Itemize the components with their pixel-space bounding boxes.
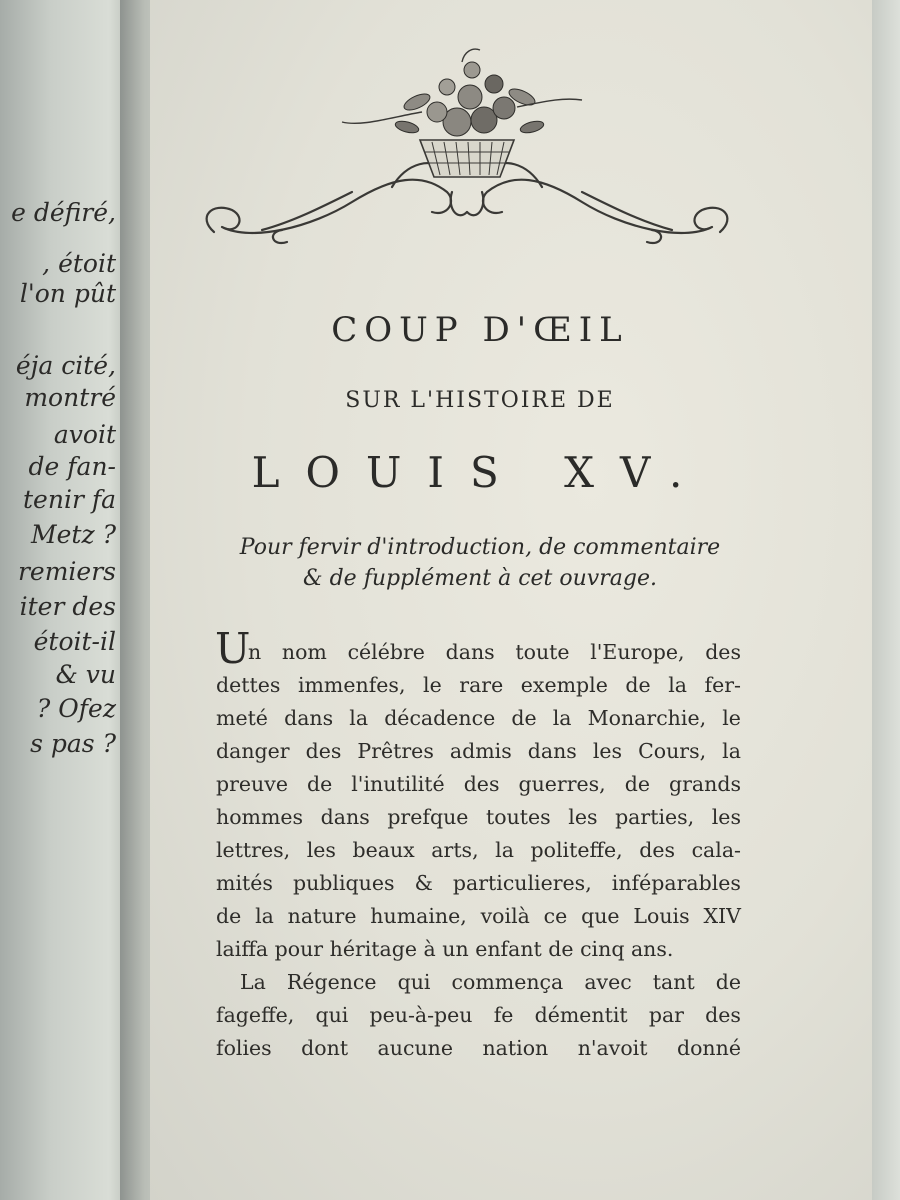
body-word: fe xyxy=(493,1003,514,1027)
body-line xyxy=(216,1003,741,1033)
left-page-line: Metz ? xyxy=(31,520,116,549)
body-word: des xyxy=(305,739,342,763)
body-word: immenfes, xyxy=(297,673,406,697)
body-word: La xyxy=(240,970,266,994)
body-line xyxy=(216,772,741,802)
body-word: peu-à-peu xyxy=(369,1003,473,1027)
body-word: prefque xyxy=(387,805,469,829)
body-word: les xyxy=(306,838,336,862)
body-word: dont xyxy=(301,1036,349,1060)
body-word: avec xyxy=(584,970,632,994)
body-word: meté xyxy=(216,706,268,730)
title-line-2: SUR L'HISTOIRE DE xyxy=(345,388,615,413)
body-word: que xyxy=(581,904,620,928)
body-word: démentit xyxy=(534,1003,628,1027)
body-line xyxy=(216,673,741,703)
left-page-line: remiers xyxy=(17,557,116,586)
body-word: inféparables xyxy=(611,871,741,895)
body-word: humaine, xyxy=(370,904,467,928)
body-line xyxy=(248,640,741,670)
body-word: des xyxy=(705,640,741,664)
left-page-line: ? Ofez xyxy=(36,694,116,723)
body-word: l'Europe, xyxy=(590,640,685,664)
body-word: dans xyxy=(527,739,577,763)
body-word: Louis xyxy=(633,904,690,928)
body-word: toutes xyxy=(486,805,551,829)
body-word: la xyxy=(722,739,741,763)
body-word: de xyxy=(625,673,651,697)
body-word: par xyxy=(648,1003,684,1027)
body-word: de xyxy=(306,772,333,796)
flower-basket-ornament-icon xyxy=(192,42,742,252)
body-word: la xyxy=(668,673,687,697)
body-word: danger xyxy=(216,739,290,763)
body-word: nature xyxy=(287,904,357,928)
title-line-1: COUP D'ŒIL xyxy=(331,310,629,350)
body-word: ce xyxy=(543,904,568,928)
body-word: dettes xyxy=(216,673,281,697)
title-line-3: LOUIS XV. xyxy=(251,448,709,497)
body-line xyxy=(216,706,741,736)
body-word: des xyxy=(639,838,676,862)
subtitle-line-1: Pour fervir d'introduction, de commentaire xyxy=(239,535,721,560)
body-word: Régence xyxy=(286,970,377,994)
body-word: Prêtres xyxy=(357,739,434,763)
left-page-line: & vu xyxy=(55,660,116,689)
body-word: voilà xyxy=(480,904,530,928)
body-word: de xyxy=(216,904,242,928)
body-word: fer- xyxy=(704,673,741,697)
body-word: des xyxy=(705,1003,741,1027)
drop-cap: U xyxy=(215,624,251,673)
left-page xyxy=(0,0,128,1200)
body-word: dans xyxy=(284,706,334,730)
body-word: beaux xyxy=(352,838,415,862)
body-word: n xyxy=(248,640,262,664)
body-word: Monarchie, xyxy=(587,706,707,730)
left-page-line: e défiré, xyxy=(11,198,116,227)
body-word: particulieres, xyxy=(452,871,592,895)
left-page-line: , étoit xyxy=(42,249,116,278)
page-edge xyxy=(872,0,900,1200)
body-word: cala- xyxy=(691,838,741,862)
body-word: célébre xyxy=(347,640,425,664)
body-word: la xyxy=(255,904,274,928)
subtitle-line-2: & de fupplément à cet ouvrage. xyxy=(303,566,657,591)
body-word: XIV xyxy=(703,904,741,928)
left-page-line: étoit-il xyxy=(33,627,116,656)
body-word: nom xyxy=(281,640,327,664)
body-word: qui xyxy=(315,1003,349,1027)
body-word: parties, xyxy=(615,805,695,829)
body-word: des xyxy=(463,772,500,796)
body-word: l'inutilité xyxy=(351,772,445,796)
body-line: laiffa pour héritage à un enfant de cinq ans. xyxy=(216,937,674,961)
body-word: les xyxy=(711,805,741,829)
body-word: n'avoit xyxy=(577,1036,648,1060)
left-page-line: s pas ? xyxy=(30,729,116,758)
body-line xyxy=(240,970,741,1000)
body-word: toute xyxy=(515,640,570,664)
body-word: de xyxy=(624,772,650,796)
body-word: arts, xyxy=(431,838,479,862)
body-word: de xyxy=(511,706,537,730)
left-page-line: tenir fa xyxy=(23,485,116,514)
body-word: fageffe, xyxy=(216,1003,295,1027)
body-word: exemple xyxy=(520,673,608,697)
left-page-line: de fan- xyxy=(28,452,116,481)
left-page-line: l'on pût xyxy=(19,279,116,308)
body-line xyxy=(216,871,741,901)
body-word: de xyxy=(715,970,741,994)
body-line xyxy=(216,1036,741,1066)
body-word: la xyxy=(349,706,369,730)
body-word: nation xyxy=(482,1036,549,1060)
left-page-line: éja cité, xyxy=(15,351,116,380)
body-word: Cours, xyxy=(638,739,707,763)
body-word: les xyxy=(568,805,598,829)
left-page-line: iter des xyxy=(19,592,116,621)
body-word: décadence xyxy=(384,706,496,730)
body-word: grands xyxy=(668,772,741,796)
body-word: folies xyxy=(216,1036,272,1060)
body-word: preuve xyxy=(216,772,288,796)
body-word: guerres, xyxy=(518,772,606,796)
body-word: & xyxy=(414,871,433,895)
body-word: commença xyxy=(451,970,564,994)
body-word: rare xyxy=(459,673,504,697)
body-line xyxy=(216,805,741,835)
body-line xyxy=(216,838,741,868)
body-word: dans xyxy=(320,805,370,829)
body-word: le xyxy=(722,706,741,730)
body-word: les xyxy=(592,739,623,763)
body-word: lettres, xyxy=(216,838,291,862)
body-word: admis xyxy=(449,739,512,763)
body-word: donné xyxy=(676,1036,741,1060)
body-word: le xyxy=(423,673,442,697)
body-word: dans xyxy=(445,640,495,664)
body-word: qui xyxy=(397,970,431,994)
body-word: la xyxy=(495,838,514,862)
body-word: mités xyxy=(216,871,273,895)
body-word: politeffe, xyxy=(530,838,623,862)
body-word: la xyxy=(552,706,572,730)
body-word: tant xyxy=(652,970,695,994)
body-line xyxy=(216,739,741,769)
body-word: publiques xyxy=(292,871,395,895)
body-word: aucune xyxy=(377,1036,453,1060)
left-page-line: montré xyxy=(24,383,116,412)
body-line xyxy=(216,904,741,934)
left-page-line: avoit xyxy=(53,420,116,449)
body-word: hommes xyxy=(216,805,304,829)
